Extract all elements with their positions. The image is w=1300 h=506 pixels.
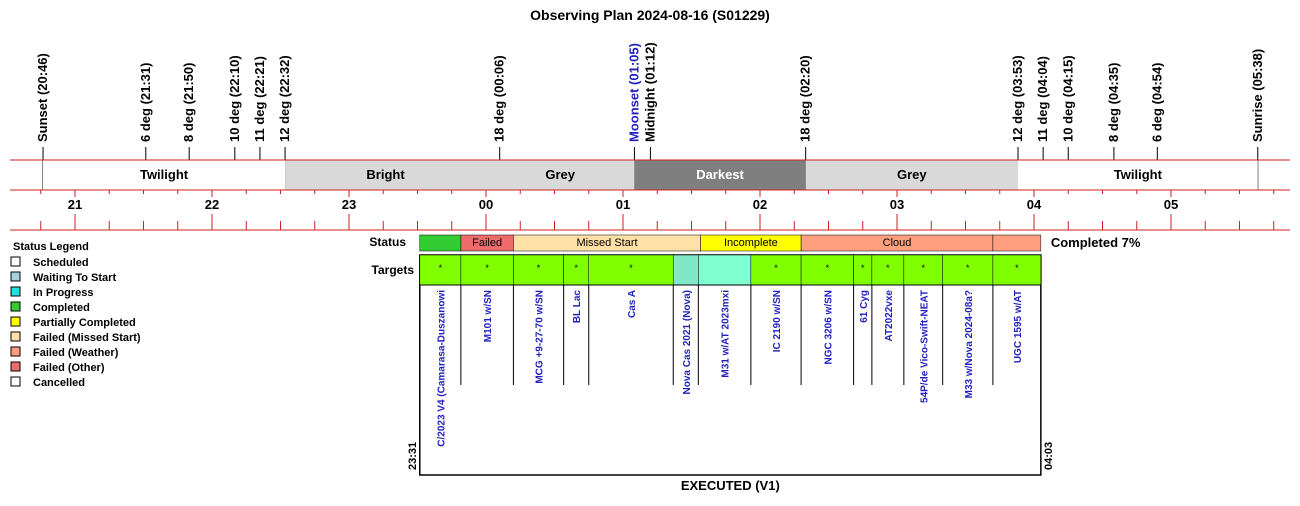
target-marker: * xyxy=(921,263,926,273)
hour-tick-label: 21 xyxy=(67,197,83,212)
legend-swatch xyxy=(11,362,20,371)
hour-tick-label: 01 xyxy=(615,197,631,212)
status-segment-label: Missed Start xyxy=(576,237,638,249)
target-marker: * xyxy=(536,263,541,273)
legend-swatch xyxy=(11,302,20,311)
hour-tick-label: 00 xyxy=(478,197,494,212)
target-marker: * xyxy=(860,263,865,273)
status-legend xyxy=(11,241,141,389)
sky-bands xyxy=(10,160,1290,190)
target-marker: * xyxy=(774,263,778,273)
target-name: 54P/de Vico-Swift-NEAT xyxy=(919,290,931,403)
legend-swatch xyxy=(11,272,20,281)
hour-tick-label: 02 xyxy=(752,197,768,212)
legend-item-label: Failed (Weather) xyxy=(33,347,119,359)
target-name: Cas A xyxy=(626,290,638,318)
event-label: 18 deg (02:20) xyxy=(797,55,813,142)
chart-title: Observing Plan 2024-08-16 (S01229) xyxy=(530,7,770,23)
event-label: 8 deg (04:35) xyxy=(1105,62,1121,142)
target-name: IC 2190 w/SN xyxy=(771,290,783,353)
target-marker: * xyxy=(1015,263,1019,273)
status-segment xyxy=(993,235,1041,251)
target-marker: * xyxy=(629,263,633,273)
target-name: M33 w/Nova 2024-08a? xyxy=(963,290,975,399)
legend-item-label: Waiting To Start xyxy=(33,272,117,284)
legend-title: Status Legend xyxy=(13,241,89,253)
completed-text: Completed 7% xyxy=(1050,235,1141,250)
target-name: 61 Cyg xyxy=(858,290,870,323)
status-segment-label: Incomplete xyxy=(723,237,778,249)
target-name: MCG +9-27-70 w/SN xyxy=(534,290,546,384)
event-label: Sunset (20:46) xyxy=(35,53,51,142)
hour-tick-label: 04 xyxy=(1026,197,1042,212)
target-marker: * xyxy=(825,263,830,273)
target-marker: * xyxy=(886,263,890,273)
event-label: Midnight (01:12) xyxy=(642,42,658,142)
legend-item-label: Cancelled xyxy=(33,377,85,389)
legend-item-label: Failed (Missed Start) xyxy=(33,332,141,344)
status-segment-label: Failed xyxy=(472,237,503,249)
event-label: 6 deg (04:54) xyxy=(1149,62,1165,142)
legend-swatch xyxy=(11,332,20,341)
sky-band-label: Grey xyxy=(897,167,927,182)
event-label: 11 deg (04:04) xyxy=(1035,56,1051,142)
legend-swatch xyxy=(11,257,20,266)
status-segment xyxy=(420,235,461,251)
event-label: 6 deg (21:31) xyxy=(137,62,153,142)
legend-item-label: Failed (Other) xyxy=(33,362,105,374)
event-label: 12 deg (22:32) xyxy=(277,55,293,142)
event-label: 18 deg (00:06) xyxy=(491,55,507,142)
target-name: BL Lac xyxy=(572,290,584,324)
legend-swatch xyxy=(11,347,20,356)
target-marker: * xyxy=(485,263,489,273)
target-name: C/2023 V4 (Camarasa-Duszanowi xyxy=(436,290,448,447)
legend-item-label: Partially Completed xyxy=(33,317,136,329)
event-label: 12 deg (03:53) xyxy=(1010,55,1026,142)
target-name: UGC 1595 w/AT xyxy=(1012,290,1024,364)
time-axis xyxy=(10,190,1290,230)
legend-swatch xyxy=(11,317,20,326)
sky-band-label: Bright xyxy=(366,167,405,182)
plan-end-time: 04:03 xyxy=(1042,441,1055,470)
event-label: 10 deg (22:10) xyxy=(226,55,242,142)
legend-item-label: In Progress xyxy=(33,287,94,299)
plan-start-time: 23:31 xyxy=(406,441,419,470)
target-marker: * xyxy=(438,263,443,273)
target-marker: * xyxy=(574,263,578,273)
legend-item-label: Completed xyxy=(33,302,90,314)
target-block xyxy=(698,255,751,285)
status-row-label: Status xyxy=(369,235,406,249)
event-label: Sunrise (05:38) xyxy=(1249,48,1265,142)
plan-footer: EXECUTED (V1) xyxy=(680,478,780,493)
hour-tick-label: 05 xyxy=(1163,197,1179,212)
plan-panel xyxy=(369,235,1141,493)
event-label: 8 deg (21:50) xyxy=(181,62,197,142)
event-label: 10 deg (04:15) xyxy=(1060,55,1076,142)
sky-band-label: Twilight xyxy=(1113,167,1162,182)
event-label: 11 deg (22:21) xyxy=(251,56,267,142)
sky-band-label: Darkest xyxy=(696,167,744,182)
target-name: M31 w/AT 2023mxi xyxy=(720,290,732,378)
legend-swatch xyxy=(11,287,20,296)
target-marker: * xyxy=(966,263,970,273)
hour-tick-label: 22 xyxy=(204,197,220,212)
target-name: Nova Cas 2021 (Nova) xyxy=(681,290,693,395)
target-block xyxy=(673,255,698,285)
hour-tick-label: 23 xyxy=(341,197,357,212)
event-label: Moonset (01:05) xyxy=(626,43,642,142)
status-segment-label: Cloud xyxy=(882,237,912,249)
sky-band-label: Twilight xyxy=(139,167,189,182)
hour-tick-label: 03 xyxy=(889,197,905,212)
targets-row-label: Targets xyxy=(371,263,414,277)
legend-item-label: Scheduled xyxy=(33,257,89,269)
legend-swatch xyxy=(11,377,20,386)
target-name: AT2022vxe xyxy=(883,290,895,342)
sky-band-label: Grey xyxy=(545,167,576,182)
target-name: NGC 3206 w/SN xyxy=(823,290,835,365)
target-name: M101 w/SN xyxy=(483,290,495,343)
